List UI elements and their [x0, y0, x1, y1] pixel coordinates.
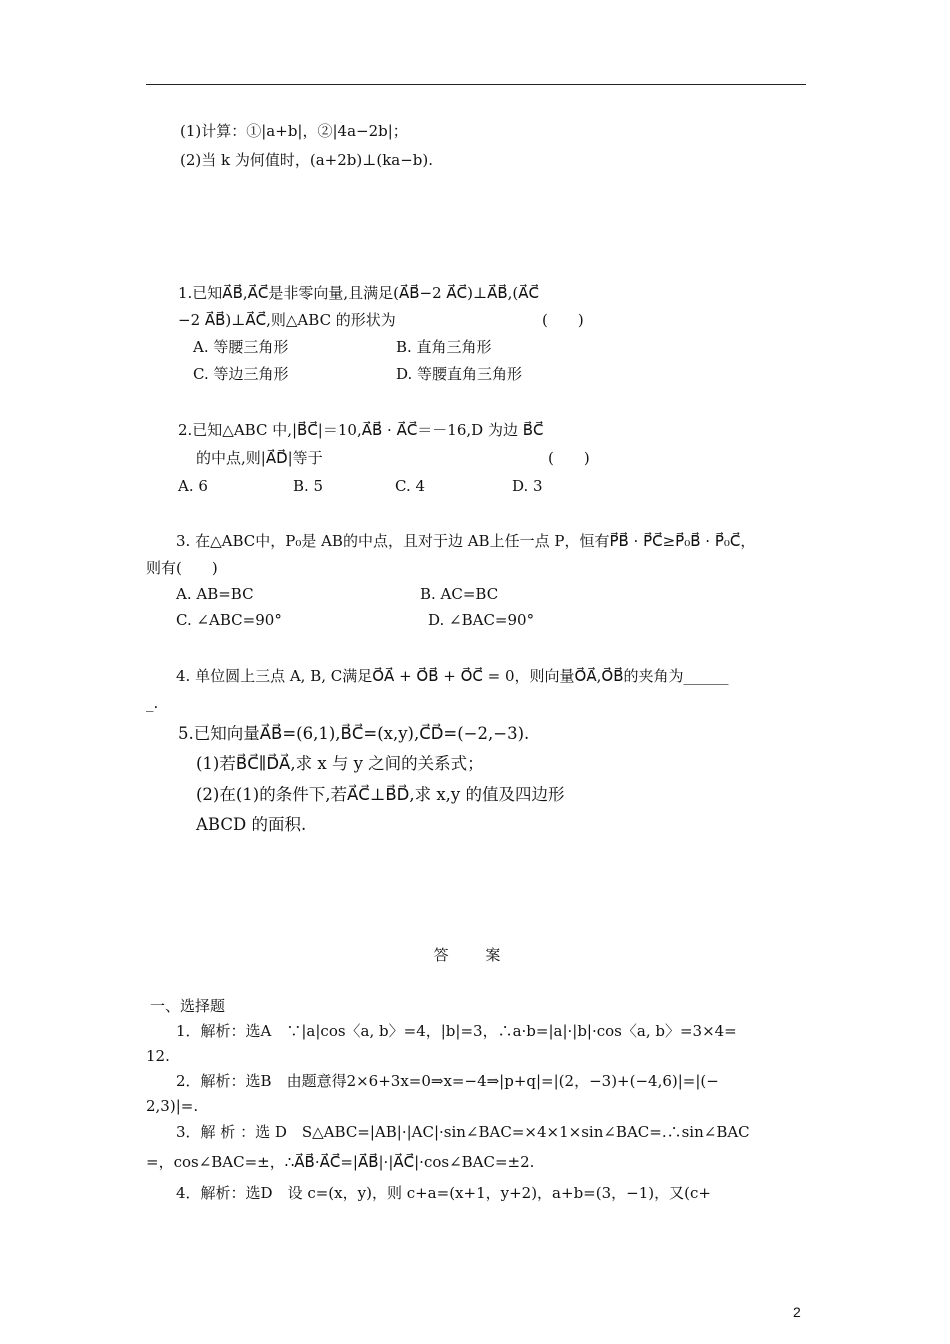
- q2-paren: ( ): [548, 449, 590, 467]
- q4-line-2: _.: [146, 694, 159, 712]
- top-part-2: (2)当 k 为何值时，(a+2b)⊥(ka−b).: [180, 151, 434, 169]
- q3-option-a: A. AB=BC: [176, 585, 254, 603]
- q5-line-2: (1)若B⃗C⃗∥D⃗A⃗,求 x 与 y 之间的关系式；: [196, 754, 484, 773]
- q5-line-4: ABCD 的面积.: [196, 815, 307, 834]
- q2-line-2: 的中点,则|A⃗D⃗|等于: [196, 449, 323, 467]
- top-part-1: (1)计算：①|a+b|，②|4a−2b|；: [180, 122, 408, 140]
- q1-option-a: A. 等腰三角形: [193, 338, 289, 356]
- q2-option-d: D. 3: [512, 477, 543, 495]
- answer-section-heading: 一、选择题: [150, 997, 226, 1015]
- q1-option-d: D. 等腰直角三角形: [396, 365, 523, 383]
- q1-option-b: B. 直角三角形: [396, 338, 492, 356]
- answer-1-line-2: 12.: [146, 1047, 170, 1065]
- answer-title: 答 案: [433, 946, 517, 964]
- answer-3-line-2: =，cos∠BAC=±，∴A⃗B⃗·A⃗C⃗=|A⃗B⃗|·|A⃗C⃗|·cos∠BAC=±2.: [146, 1153, 535, 1171]
- q1-paren: ( ): [542, 311, 584, 329]
- q2-option-b: B. 5: [293, 477, 324, 495]
- q1-line-1: 1.已知A⃗B⃗,A⃗C⃗是非零向量,且满足(A⃗B⃗−2 A⃗C⃗)⊥A⃗B⃗,(A⃗C⃗: [178, 284, 540, 302]
- q4-line-1: 4. 单位圆上三点 A, B, C满足O⃗A⃗ + O⃗B⃗ + O⃗C⃗ = 0，则向量O⃗A⃗,O⃗B⃗的夹角为______: [176, 667, 729, 685]
- q1-option-c: C. 等边三角形: [193, 365, 289, 383]
- q2-line-1: 2.已知△ABC 中,|B⃗C⃗|＝10,A⃗B⃗ · A⃗C⃗＝－16,D 为边 B⃗C⃗: [178, 421, 544, 439]
- header-rule: [146, 84, 806, 85]
- answer-3-line-1: 3．解 析 ：选 D S△ABC=|AB|·|AC|·sin∠BAC=×4×1×sin∠BAC=.∴sin∠BAC: [176, 1123, 750, 1141]
- answer-2-line-2: 2,3)|=.: [146, 1097, 199, 1115]
- q3-option-c: C. ∠ABC=90°: [176, 611, 282, 629]
- q2-option-a: A. 6: [178, 477, 208, 495]
- q3-option-b: B. AC=BC: [420, 585, 499, 603]
- answer-2-line-1: 2．解析：选B 由题意得2×6+3x=0⇒x=−4⇒|p+q|=|(2，−3)+(−4,6)|=|(−: [176, 1072, 719, 1090]
- q1-line-2: −2 A⃗B⃗)⊥A⃗C⃗,则△ABC 的形状为: [178, 311, 396, 329]
- q3-line-2: 则有( ): [146, 559, 218, 577]
- q3-line-1: 3. 在△ABC中，P₀是 AB的中点，且对于边 AB上任一点 P，恒有P⃗B⃗ · P⃗C⃗≥P⃗₀B⃗ · P⃗₀C⃗，: [176, 532, 756, 550]
- q5-line-1: 5.已知向量A⃗B⃗=(6,1),B⃗C⃗=(x,y),C⃗D⃗=(−2,−3).: [178, 724, 530, 743]
- page-number: 2: [793, 1304, 801, 1320]
- q5-line-3: (2)在(1)的条件下,若A⃗C⃗⊥B⃗D⃗,求 x,y 的值及四边形: [196, 785, 565, 804]
- q2-option-c: C. 4: [395, 477, 426, 495]
- q3-option-d: D. ∠BAC=90°: [428, 611, 535, 629]
- answer-4-line-1: 4．解析：选D 设 c=(x，y)，则 c+a=(x+1，y+2)，a+b=(3，−1)，又(c+: [176, 1184, 711, 1202]
- answer-1-line-1: 1．解析：选A ∵|a|cos〈a, b〉=4，|b|=3，∴a·b=|a|·|b|·cos〈a, b〉=3×4=: [176, 1022, 737, 1040]
